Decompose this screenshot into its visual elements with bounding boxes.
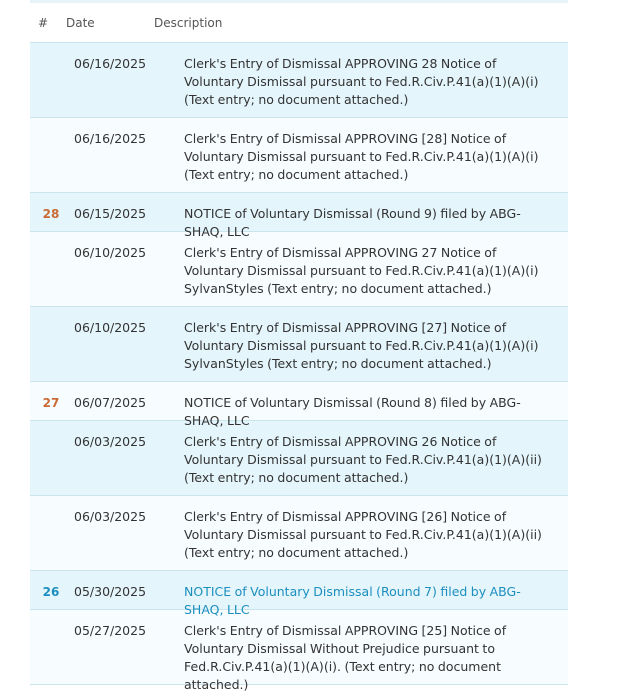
table-row [30, 421, 568, 496]
docket-table [30, 0, 568, 692]
entry-date: 05/30/2025 [74, 584, 147, 599]
entry-date: 06/15/2025 [74, 206, 147, 221]
entry-description: Clerk's Entry of Dismissal APPROVING 27 Notice of Voluntary Dismissal pursuant to Fed.R.Civ.P.41(a)(1)(A)(i) SylvanStyles (Text entry; no document attached.) [184, 245, 539, 296]
entry-date: 06/07/2025 [74, 395, 147, 410]
entry-date: 06/03/2025 [74, 509, 147, 524]
entry-number[interactable]: 27 [42, 396, 60, 410]
entry-description: Clerk's Entry of Dismissal APPROVING [25] Notice of Voluntary Dismissal Without Prejudice pursuant to Fed.R.Civ.P.41(a)(1)(A)(i). (Text entry; no document attached.) [184, 623, 507, 692]
entry-date: 05/27/2025 [74, 623, 147, 638]
entry-description: NOTICE of Voluntary Dismissal (Round 8) filed by ABG-SHAQ, LLC [184, 395, 521, 428]
header-num: # [38, 15, 49, 30]
entry-date: 06/10/2025 [74, 245, 147, 260]
header-description: Description [154, 15, 223, 30]
table-row [30, 118, 568, 193]
entry-date: 06/10/2025 [74, 320, 147, 335]
table-row [30, 382, 568, 428]
table-row [30, 610, 568, 692]
entry-number[interactable]: 28 [42, 207, 60, 221]
entry-description: Clerk's Entry of Dismissal APPROVING 26 Notice of Voluntary Dismissal pursuant to Fed.R.Civ.P.41(a)(1)(A)(ii) (Text entry; no document attached.) [184, 434, 542, 485]
header-date: Date [66, 15, 95, 30]
table-row [30, 496, 568, 571]
entry-description: Clerk's Entry of Dismissal APPROVING [26] Notice of Voluntary Dismissal pursuant to Fed.R.Civ.P.41(a)(1)(A)(ii) (Text entry; no document attached.) [184, 509, 542, 560]
table-row [30, 43, 568, 118]
table-row [30, 307, 568, 382]
entry-date: 06/16/2025 [74, 56, 147, 71]
entry-date: 06/16/2025 [74, 131, 147, 146]
entry-description: Clerk's Entry of Dismissal APPROVING [28] Notice of Voluntary Dismissal pursuant to Fed.R.Civ.P.41(a)(1)(A)(i) (Text entry; no document attached.) [184, 131, 539, 182]
entry-description: Clerk's Entry of Dismissal APPROVING 28 Notice of Voluntary Dismissal pursuant to Fed.R.Civ.P.41(a)(1)(A)(i) (Text entry; no document attached.) [184, 56, 539, 107]
entry-number[interactable]: 26 [42, 585, 60, 599]
table-row[interactable] [30, 571, 568, 617]
table-header [30, 3, 568, 43]
entry-description-link[interactable]: NOTICE of Voluntary Dismissal (Round 7) filed by ABG-SHAQ, LLC [184, 584, 521, 617]
table-row [30, 232, 568, 307]
table-row [30, 193, 568, 239]
entry-description: Clerk's Entry of Dismissal APPROVING [27] Notice of Voluntary Dismissal pursuant to Fed.R.Civ.P.41(a)(1)(A)(i) SylvanStyles (Text entry; no document attached.) [184, 320, 539, 371]
entry-date: 06/03/2025 [74, 434, 147, 449]
entry-description: NOTICE of Voluntary Dismissal (Round 9) filed by ABG-SHAQ, LLC [184, 206, 521, 239]
